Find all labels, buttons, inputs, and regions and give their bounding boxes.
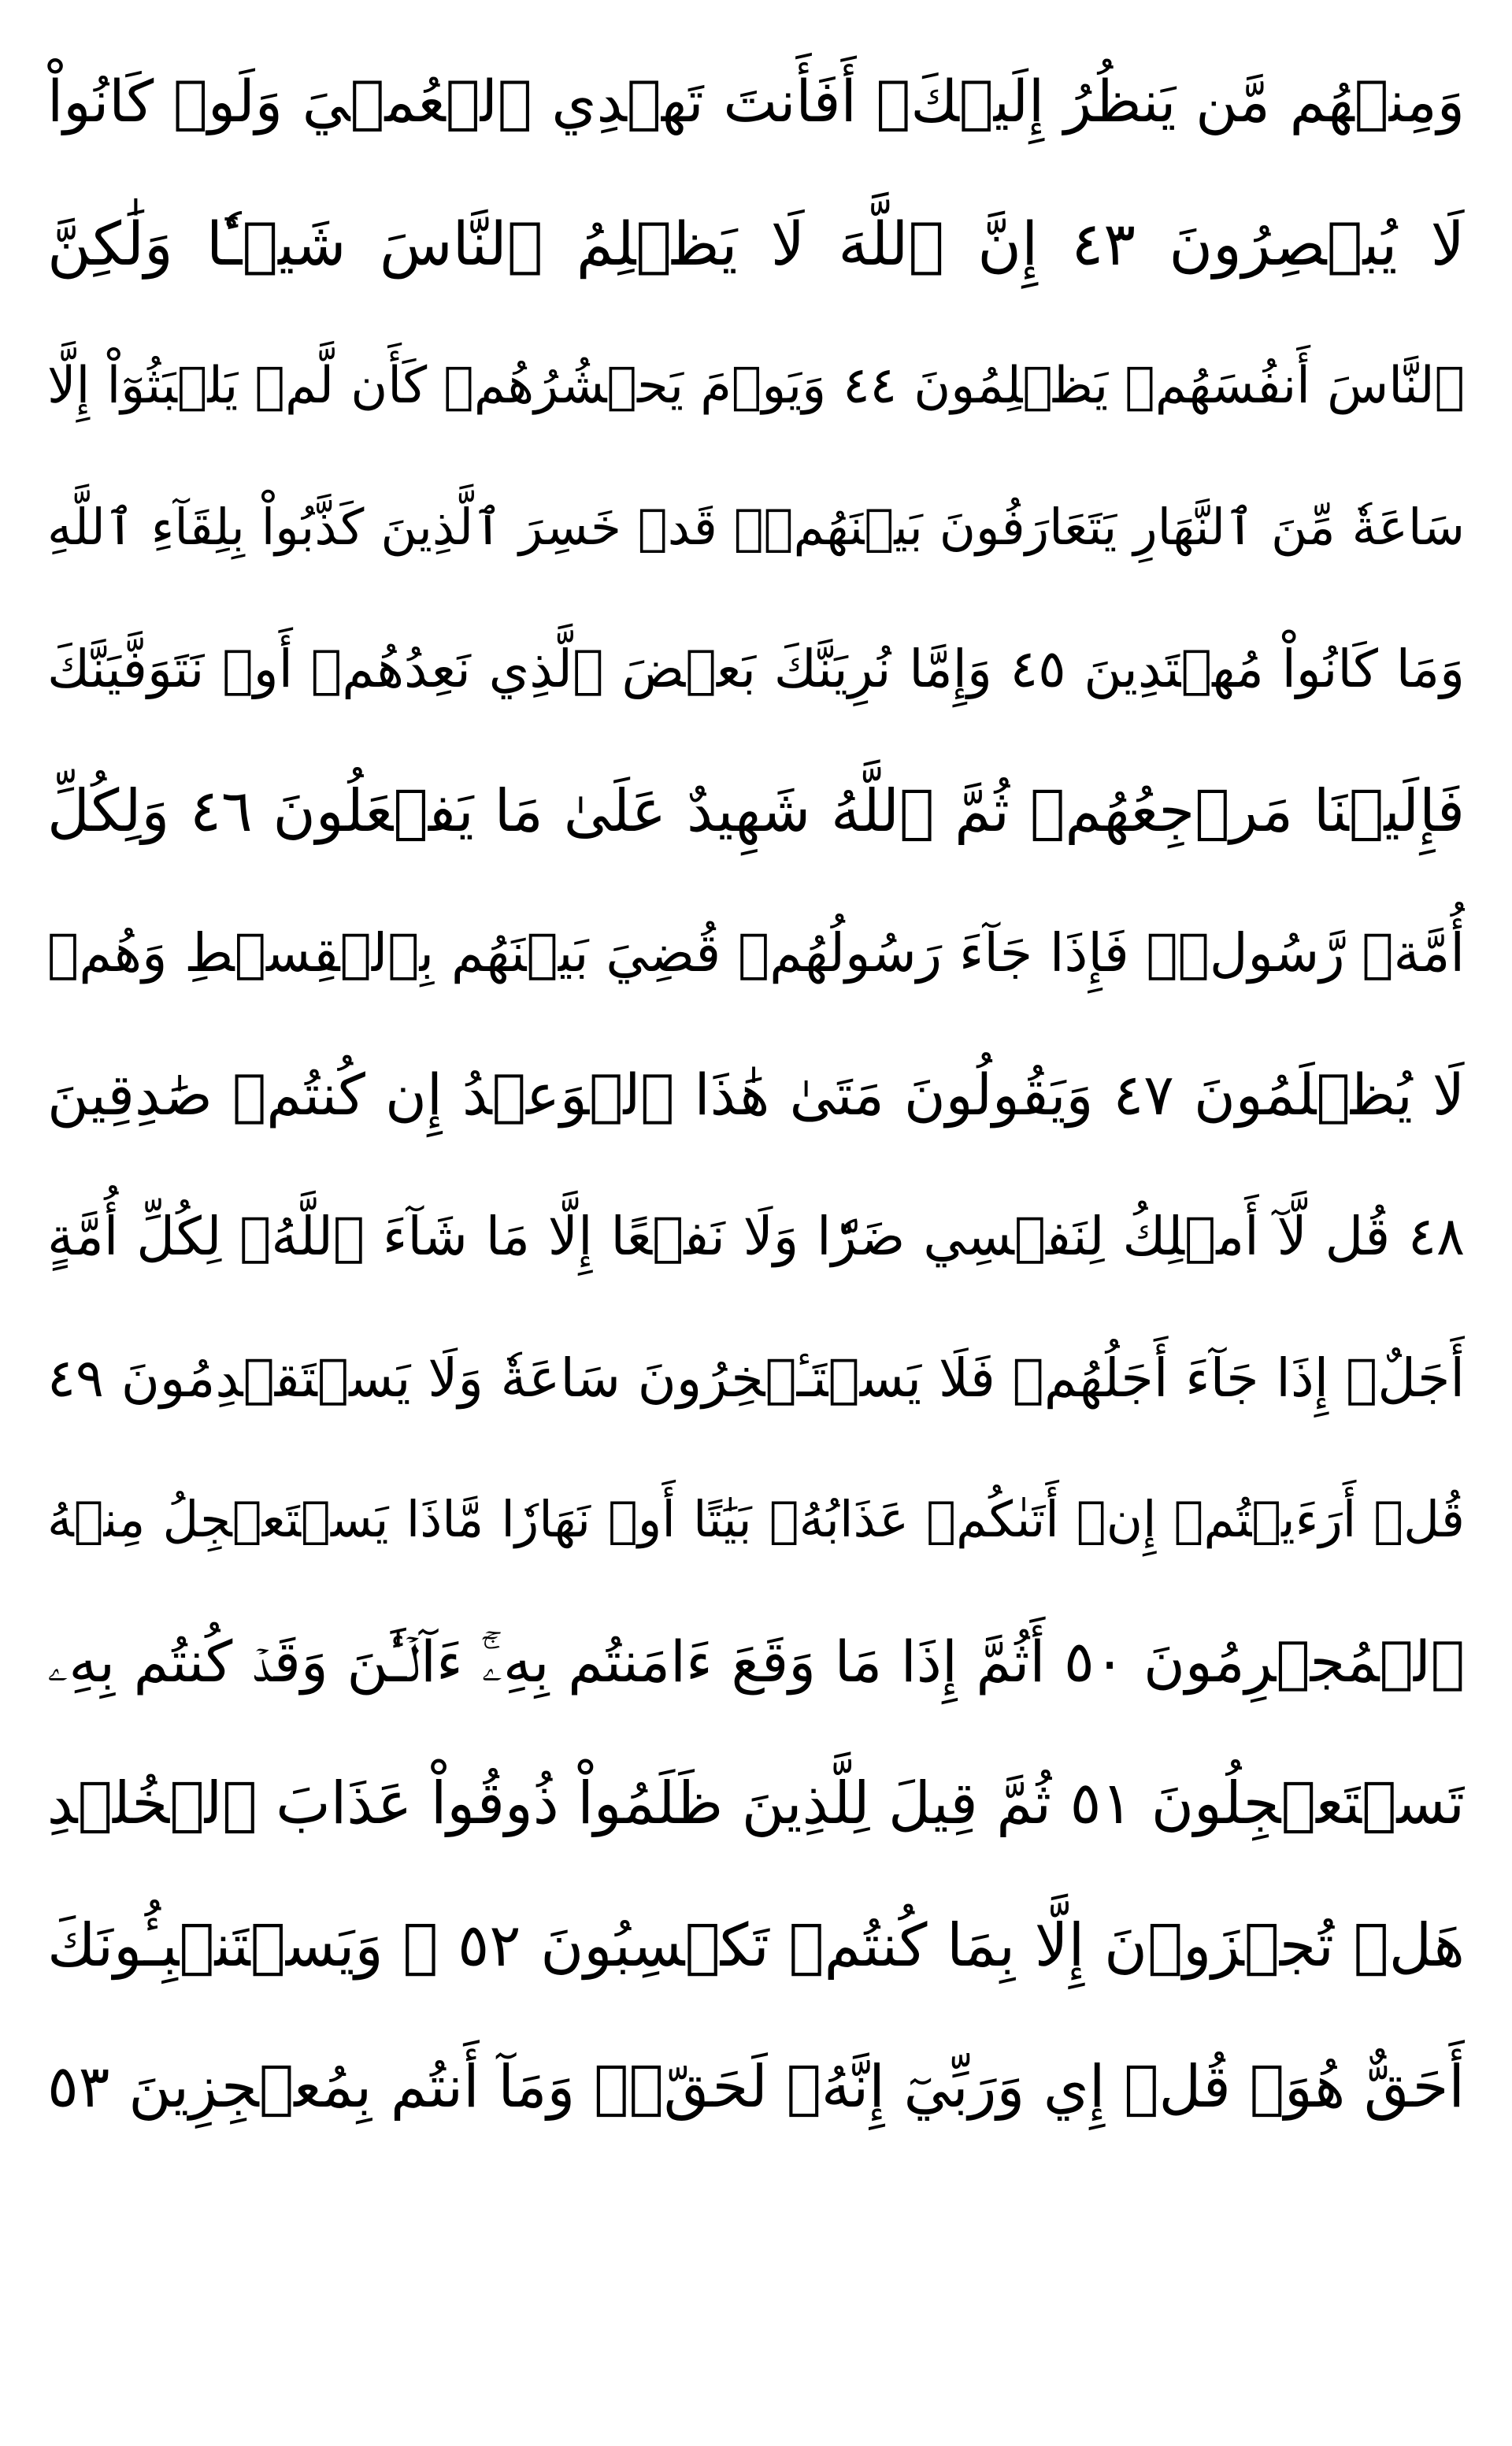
verse-line-6: فَإِلَيۡنَا مَرۡجِعُهُمۡ ثُمَّ ٱللَّهُ شَهِيدٌ عَلَىٰ مَا يَفۡعَلُونَ ٤٦ وَلِكُلِّ	[47, 777, 1465, 845]
verse-line-10: أَجَلٌۚ إِذَا جَآءَ أَجَلُهُمۡ فَلَا يَسۡتَـٔۡخِرُونَ سَاعَةٗ وَلَا يَسۡتَقۡدِمُونَ ٤٩	[47, 1347, 1465, 1409]
verse-line-13: تَسۡتَعۡجِلُونَ ٥١ ثُمَّ قِيلَ لِلَّذِينَ ظَلَمُواْ ذُوقُواْ عَذَابَ ٱلۡخُلۡدِ	[47, 1770, 1465, 1837]
verse-lines	[47, 32, 1465, 2418]
verse-line-3: ٱلنَّاسَ أَنفُسَهُمۡ يَظۡلِمُونَ ٤٤ وَيَوۡمَ يَحۡشُرُهُمۡ كَأَن لَّمۡ يَلۡبَثُوٓاْ إِلَّا	[47, 357, 1465, 415]
verse-line-12: ٱلۡمُجۡرِمُونَ ٥٠ أَثُمَّ إِذَا مَا وَقَعَ ءَامَنتُم بِهِۦٓۚ ءَآلۡـَٰٔنَ وَقَدۡ كُنتُم بِهِۦ	[47, 1629, 1465, 1695]
verse-line-1: وَمِنۡهُم مَّن يَنظُرُ إِلَيۡكَۚ أَفَأَنتَ تَهۡدِي ٱلۡعُمۡيَ وَلَوۡ كَانُواْ	[47, 69, 1465, 135]
verse-line-15: أَحَقٌّ هُوَۖ قُلۡ إِي وَرَبِّيٓ إِنَّهُۥ لَحَقّٞۖ وَمَآ أَنتُم بِمُعۡجِزِينَ ٥٣	[47, 2053, 1465, 2121]
verse-line-14: هَلۡ تُجۡزَوۡنَ إِلَّا بِمَا كُنتُمۡ تَكۡسِبُونَ ٥٢ ۞ وَيَسۡتَنۢبِـُٔونَكَ	[47, 1910, 1465, 1980]
verse-line-4: سَاعَةٗ مِّنَ ٱلنَّهَارِ يَتَعَارَفُونَ بَيۡنَهُمۡۚ قَدۡ خَسِرَ ٱلَّذِينَ كَذَّبُواْ بِلِقَآءِ ٱللَّهِ	[47, 498, 1465, 556]
verse-line-8: لَا يُظۡلَمُونَ ٤٧ وَيَقُولُونَ مَتَىٰ هَٰذَا ٱلۡوَعۡدُ إِن كُنتُمۡ صَٰدِقِينَ	[47, 1062, 1465, 1128]
verse-line-9: ٤٨ قُل لَّآ أَمۡلِكُ لِنَفۡسِي ضَرّٗا وَلَا نَفۡعًا إِلَّا مَا شَآءَ ٱللَّهُۗ لِكُلِّ أُمَّةٍ	[47, 1206, 1465, 1267]
verse-line-7: أُمَّةٖ رَّسُولٞۖ فَإِذَا جَآءَ رَسُولُهُمۡ قُضِيَ بَيۡنَهُم بِٱلۡقِسۡطِ وَهُمۡ	[47, 922, 1465, 984]
verse-line-2: لَا يُبۡصِرُونَ ٤٣ إِنَّ ٱللَّهَ لَا يَظۡلِمُ ٱلنَّاسَ شَيۡـٔٗا وَلَٰكِنَّ	[47, 209, 1465, 279]
verse-line-5: وَمَا كَانُواْ مُهۡتَدِينَ ٤٥ وَإِمَّا نُرِيَنَّكَ بَعۡضَ ٱلَّذِي نَعِدُهُمۡ أَوۡ نَتَوَفَّيَنَّكَ	[47, 639, 1465, 699]
verse-line-11: قُلۡ أَرَءَيۡتُمۡ إِنۡ أَتَىٰكُمۡ عَذَابُهُۥ بَيَٰتًا أَوۡ نَهَارٗا مَّاذَا يَسۡتَعۡجِلُ مِنۡهُ	[47, 1491, 1465, 1548]
